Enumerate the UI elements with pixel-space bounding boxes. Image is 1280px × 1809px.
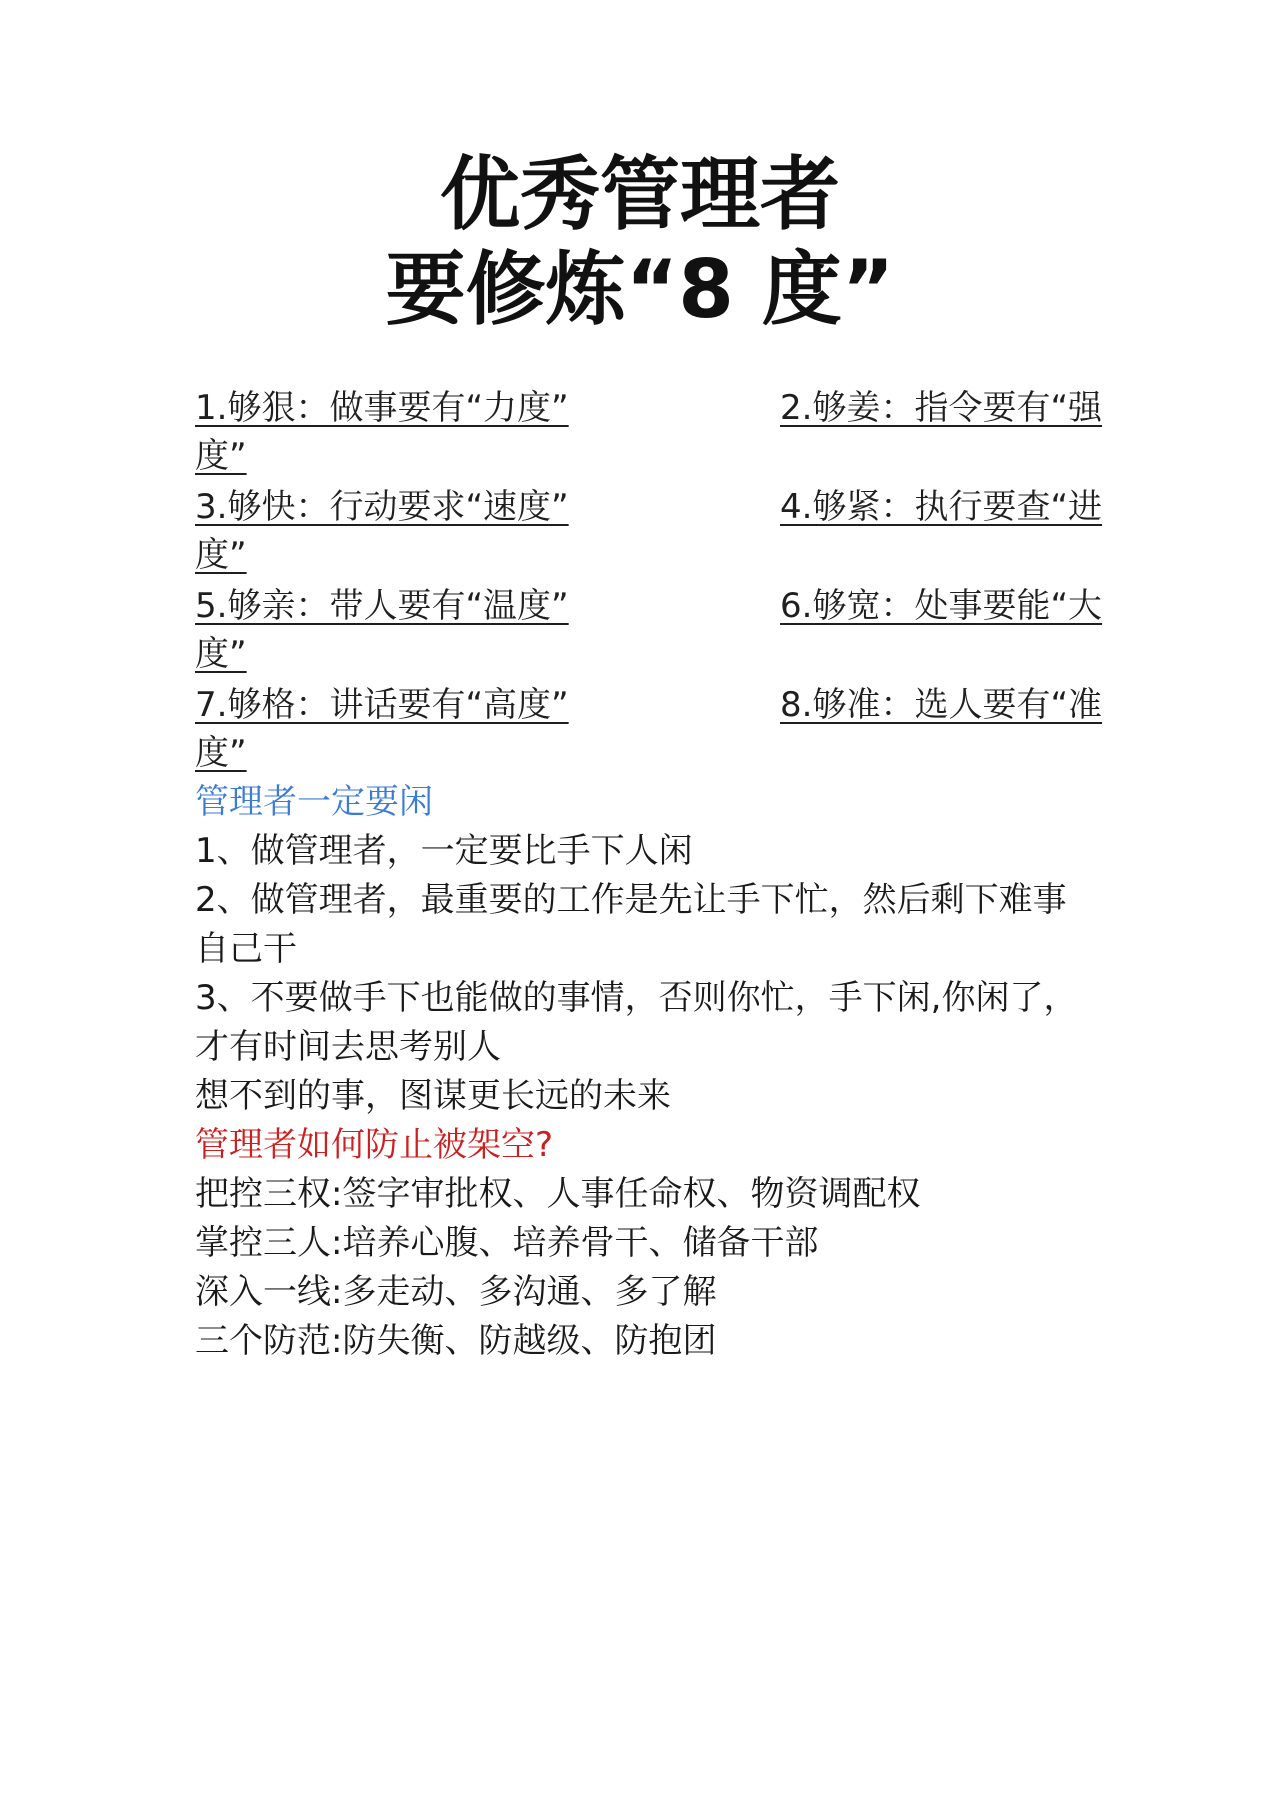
section-line: 2、做管理者，最重要的工作是先让手下忙，然后剩下难事 [195,880,1067,920]
degree-item-1: 1.够狠：做事要有“力度” 度” [195,388,569,476]
degree-item-2: 2.够姜：指令要有“强 [780,388,1103,428]
degree-item-8: 8.够准：选人要有“准 [780,685,1103,725]
degree-row [195,483,1103,582]
page-title-line2: 要修炼“8 度” [385,243,895,336]
section-line: 3、不要做手下也能做的事情，否则你忙，手下闲,你闲了， [195,978,1078,1018]
degree-item-7: 7.够格：讲话要有“高度” 度” [195,685,569,773]
section-line: 把控三权:签字审批权、人事任命权、物资调配权 [195,1174,921,1214]
section-line: 想不到的事，图谋更长远的未来 [195,1076,671,1116]
degree-item-6: 6.够宽：处事要能“大 [780,586,1103,626]
section-heading-idle: 管理者一定要闲 [195,782,433,822]
degree-item-5: 5.够亲：带人要有“温度” 度” [195,586,569,674]
section-idle-manager [195,778,1095,1366]
degree-item-4: 4.够紧：执行要查“进 [780,487,1103,527]
page-title-line1: 优秀管理者 [440,148,840,241]
section-line: 深入一线:多走动、多沟通、多了解 [195,1272,717,1312]
section-line: 1、做管理者，一定要比手下人闲 [195,831,693,871]
degree-row [195,681,1103,780]
section-heading-prevent-sidelining: 管理者如何防止被架空? [195,1125,554,1165]
section-line: 掌控三人:培养心腹、培养骨干、储备干部 [195,1223,819,1263]
eight-degrees-list [195,384,1103,780]
section-line: 才有时间去思考别人 [195,1027,501,1067]
degree-item-3: 3.够快：行动要求“速度” 度” [195,487,569,575]
degree-row [195,582,1103,681]
section-line: 三个防范:防失衡、防越级、防抱团 [195,1321,717,1361]
degree-row [195,384,1103,483]
section-line: 自己干 [195,929,297,969]
